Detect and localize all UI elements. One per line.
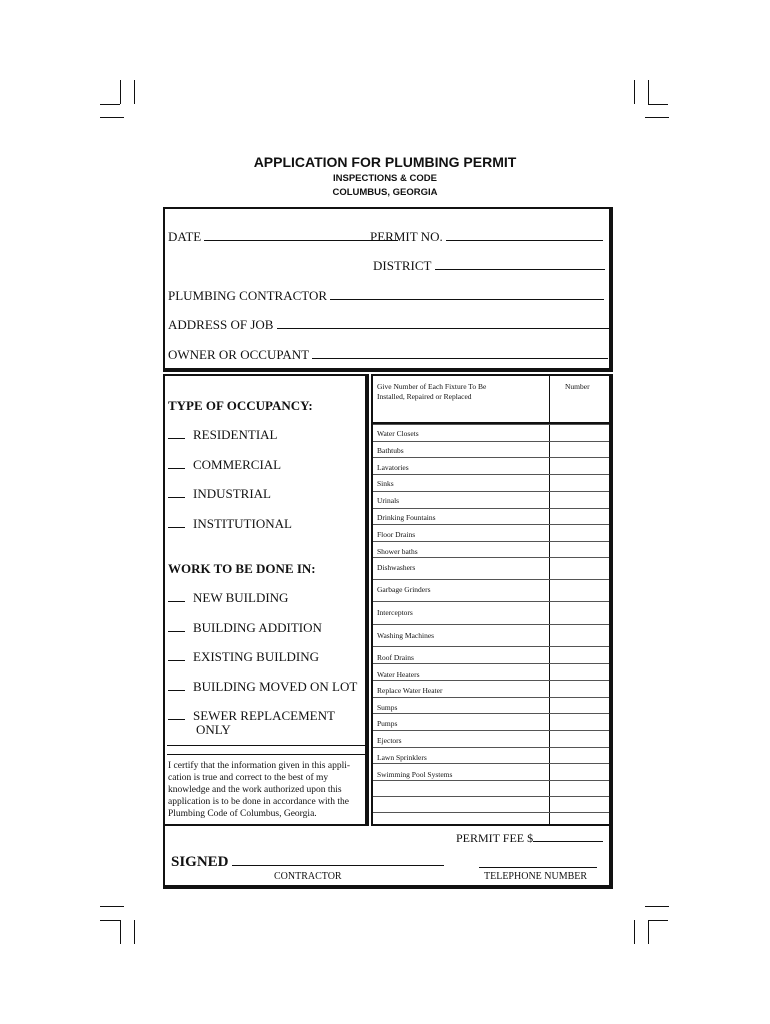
fixture-label: Bathtubs — [377, 446, 404, 455]
work-building-addition[interactable]: BUILDING ADDITION — [168, 620, 322, 636]
fixture-number-input[interactable] — [552, 717, 606, 731]
fixture-row-divider — [373, 624, 609, 625]
fixture-label: Lawn Sprinklers — [377, 753, 427, 762]
building-moved-checkbox[interactable] — [168, 680, 185, 691]
fixture-row-divider — [373, 730, 609, 731]
fixture-label: Dishwashers — [377, 563, 416, 572]
occupancy-industrial[interactable]: INDUSTRIAL — [168, 486, 271, 502]
fixture-number-input[interactable] — [552, 494, 606, 508]
fixtures-header-line1: Give Number of Each Fixture To Be — [377, 382, 487, 391]
fixture-label: Interceptors — [377, 608, 413, 617]
commercial-checkbox[interactable] — [168, 458, 185, 469]
fixture-number-input[interactable] — [552, 427, 606, 441]
fixture-row-divider — [373, 491, 609, 492]
plumbing-contractor-field[interactable] — [168, 288, 604, 304]
permit-fee-label: PERMIT FEE $ — [456, 831, 534, 845]
fixture-row-divider — [373, 541, 609, 542]
occupancy-institutional[interactable]: INSTITUTIONAL — [168, 516, 292, 532]
fixture-row-divider — [373, 747, 609, 748]
certify-divider-top — [167, 745, 366, 746]
fixtures-number-column-divider — [549, 376, 550, 824]
plumbing-contractor-label: PLUMBING CONTRACTOR — [168, 288, 328, 303]
date-field[interactable] — [168, 229, 398, 245]
fixture-row-divider — [373, 680, 609, 681]
occupancy-residential[interactable]: RESIDENTIAL — [168, 427, 278, 443]
fixture-number-input[interactable] — [552, 511, 606, 525]
owner-occupant-label: OWNER OR OCCUPANT — [168, 347, 309, 362]
fixtures-header-line2: Installed, Repaired or Replaced — [377, 392, 472, 401]
fixture-row-divider — [373, 557, 609, 558]
signed-field[interactable] — [171, 853, 444, 871]
fixture-row-divider — [373, 646, 609, 647]
signed-label: SIGNED — [171, 854, 229, 870]
district-label: DISTRICT — [373, 258, 432, 273]
fixture-label: Sumps — [377, 703, 398, 712]
new-building-checkbox[interactable] — [168, 591, 185, 602]
fixture-row-divider — [373, 697, 609, 698]
fixture-label: Shower baths — [377, 547, 418, 556]
fixture-number-input[interactable] — [552, 528, 606, 542]
fixture-row-divider — [373, 524, 609, 525]
fixture-row-divider — [373, 796, 609, 797]
form-subtitle-agency: INSPECTIONS & CODE — [333, 173, 437, 184]
fixture-row-divider — [373, 780, 609, 781]
fixture-label: Swimming Pool Systems — [377, 770, 453, 779]
fixture-number-input[interactable] — [552, 606, 606, 620]
permit-no-label: PERMIT NO. — [370, 229, 443, 244]
permit-no-field[interactable] — [370, 229, 603, 245]
fixture-label: Garbage Grinders — [377, 585, 431, 594]
fixture-label: Water Closets — [377, 429, 419, 438]
work-sewer-replacement[interactable]: SEWER REPLACEMENT — [168, 708, 335, 724]
fixture-row-divider — [373, 663, 609, 664]
owner-occupant-field[interactable] — [168, 347, 608, 363]
fixture-label: Lavatories — [377, 463, 409, 472]
residential-checkbox[interactable] — [168, 428, 185, 439]
fixture-label: Water Heaters — [377, 670, 420, 679]
fixture-number-input[interactable] — [552, 629, 606, 643]
fixture-number-input[interactable] — [552, 561, 606, 575]
fixture-number-input[interactable] — [552, 734, 606, 748]
fixture-number-input[interactable] — [552, 461, 606, 475]
fixture-row-divider — [373, 457, 609, 458]
date-label: DATE — [168, 229, 202, 244]
fixture-row-divider — [373, 763, 609, 764]
telephone-caption: TELEPHONE NUMBER — [484, 871, 588, 882]
existing-building-checkbox[interactable] — [168, 650, 185, 661]
occupancy-commercial[interactable]: COMMERCIAL — [168, 457, 281, 473]
fixture-label: Sinks — [377, 479, 394, 488]
district-field[interactable] — [373, 258, 605, 274]
building-addition-checkbox[interactable] — [168, 621, 185, 632]
industrial-checkbox[interactable] — [168, 487, 185, 498]
fixture-row-divider — [373, 474, 609, 475]
institutional-checkbox[interactable] — [168, 517, 185, 528]
fixture-label: Washing Machines — [377, 631, 435, 640]
occupancy-heading: TYPE OF OCCUPANCY: — [168, 398, 313, 413]
work-building-moved[interactable]: BUILDING MOVED ON LOT — [168, 679, 357, 695]
fixture-row-divider — [373, 601, 609, 602]
work-new-building[interactable]: NEW BUILDING — [168, 590, 288, 606]
fixture-label: Replace Water Heater — [377, 686, 443, 695]
telephone-line[interactable] — [479, 867, 597, 868]
fixture-label: Floor Drains — [377, 530, 416, 539]
job-address-field[interactable] — [168, 317, 610, 333]
fixture-label: Pumps — [377, 719, 398, 728]
work-existing-building[interactable]: EXISTING BUILDING — [168, 649, 319, 665]
permit-fee-field[interactable] — [456, 831, 603, 846]
fixture-number-input[interactable] — [552, 583, 606, 597]
fixture-label: Drinking Fountains — [377, 513, 436, 522]
fixture-row-divider — [373, 441, 609, 442]
fixtures-number-header: Number — [565, 382, 590, 391]
fixture-row-divider — [373, 424, 609, 425]
work-sewer-replacement-line2: ONLY — [196, 722, 231, 737]
form-subtitle-city: COLUMBUS, GEORGIA — [332, 187, 438, 198]
fixture-row-divider — [373, 579, 609, 580]
fixture-number-input[interactable] — [552, 684, 606, 698]
fixture-number-input[interactable] — [552, 477, 606, 491]
job-address-label: ADDRESS OF JOB — [168, 317, 274, 332]
sewer-replacement-checkbox[interactable] — [168, 709, 185, 720]
fixture-label: Roof Drains — [377, 653, 414, 662]
fixture-number-input[interactable] — [552, 444, 606, 458]
fixture-row-divider — [373, 508, 609, 509]
fixture-row-divider — [373, 812, 609, 813]
certify-divider-bottom — [167, 754, 366, 755]
fixture-label: Ejectors — [377, 736, 402, 745]
fixture-label: Urinals — [377, 496, 400, 505]
work-heading: WORK TO BE DONE IN: — [168, 561, 316, 576]
fixture-row-divider — [373, 713, 609, 714]
contractor-caption: CONTRACTOR — [274, 871, 342, 882]
form-title: APPLICATION FOR PLUMBING PERMIT — [253, 154, 517, 170]
